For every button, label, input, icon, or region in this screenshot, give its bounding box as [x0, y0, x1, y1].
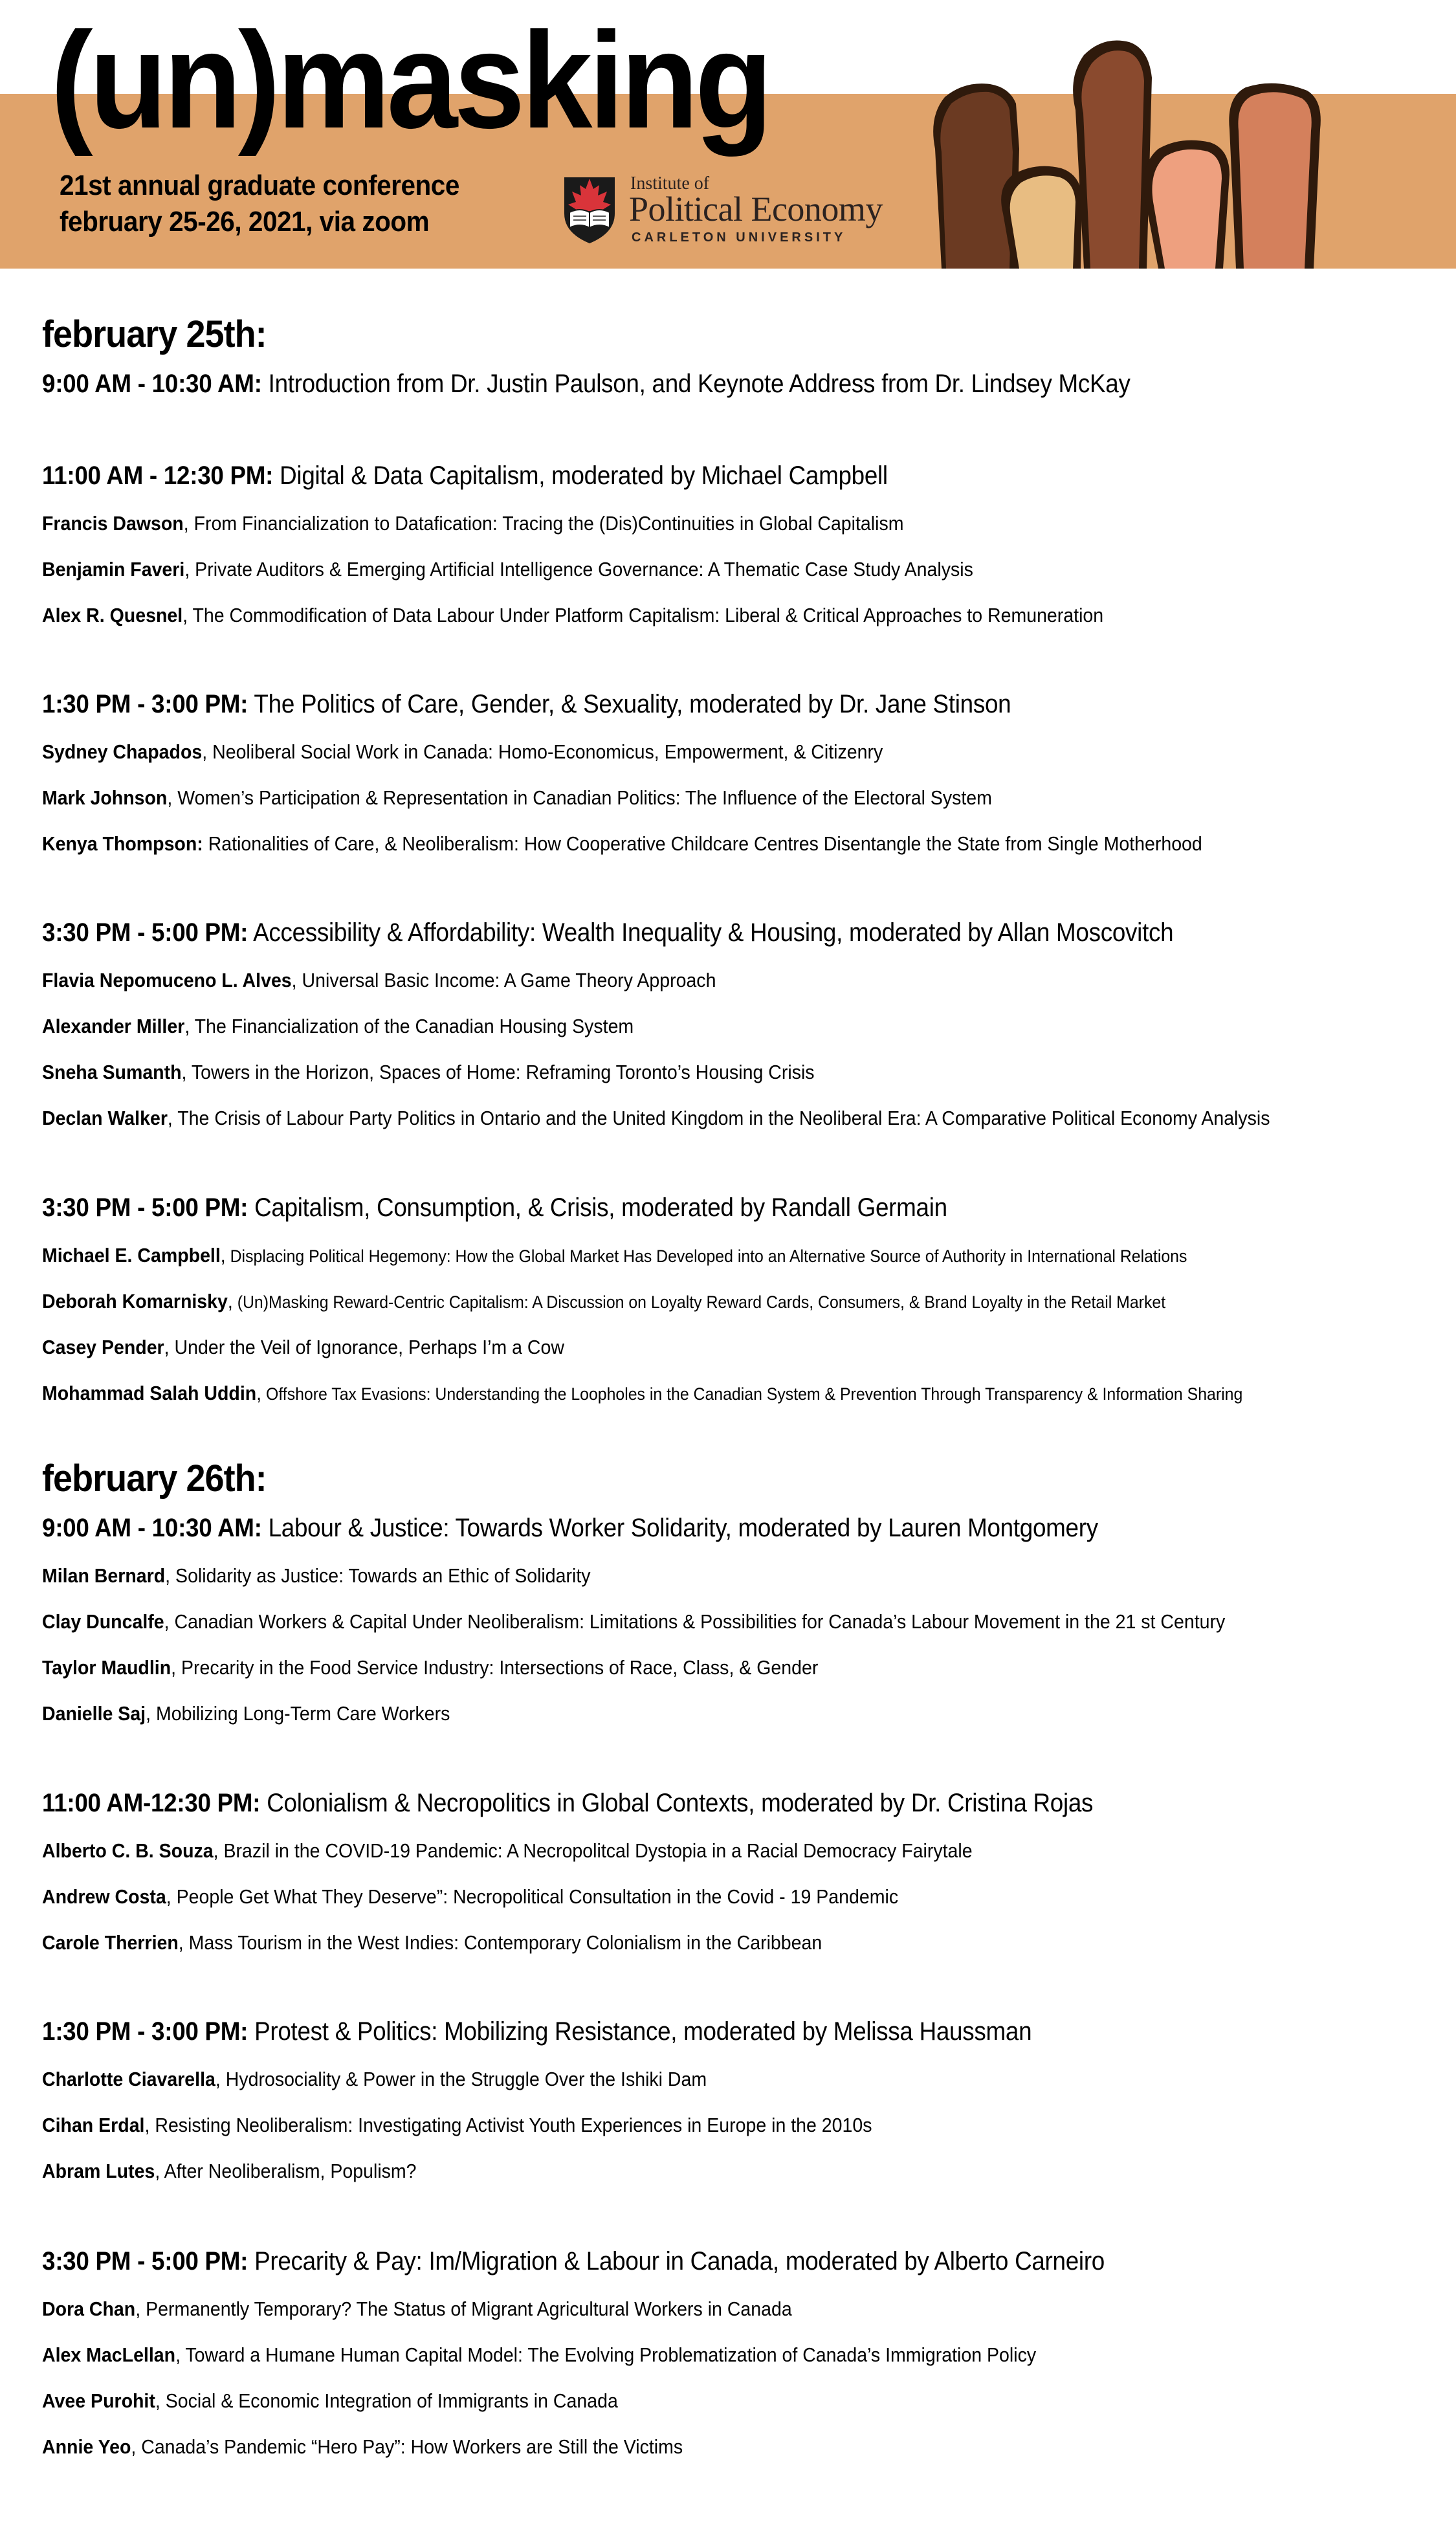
conference-dates: february 25-26, 2021, via zoom [60, 206, 430, 238]
paper-item [42, 558, 973, 581]
presenter-name: Avee Purohit [42, 2389, 155, 2412]
separator: , [144, 2114, 150, 2136]
separator: , [135, 2297, 141, 2320]
presenter-name: Cihan Erdal [42, 2114, 145, 2136]
session-title: Accessibility & Affordability: Wealth Inequality & Housing, moderated by Allan Moscovitch [248, 918, 1174, 947]
paper-item [42, 1015, 634, 1038]
paper-item [42, 969, 716, 992]
paper-item [42, 1382, 1242, 1405]
paper-title: Rationalities of Care, & Neoliberalism: How Cooperative Childcare Centres Disentangle the State from Single Motherhood [203, 832, 1202, 855]
paper-item [42, 2297, 792, 2321]
maple-leaf-book-shield-icon [562, 173, 617, 245]
separator: , [164, 1610, 170, 1633]
paper-item [42, 1564, 591, 1588]
fist-4 [1144, 140, 1230, 269]
logo-line-carleton: CARLETON UNIVERSITY [632, 230, 846, 245]
separator: , [155, 2389, 160, 2412]
presenter-name: Milan Bernard [42, 1564, 166, 1587]
separator: , [155, 2160, 160, 2182]
separator: , [227, 1290, 233, 1312]
presenter-name: Flavia Nepomuceno L. Alves [42, 969, 292, 991]
session-time: 1:30 PM - 3:00 PM: [42, 2017, 248, 2046]
paper-item [42, 2343, 1036, 2367]
fist-5 [1229, 83, 1321, 269]
fist-3 [1073, 41, 1152, 269]
session-header [42, 690, 1011, 719]
separator: , [256, 1382, 262, 1404]
paper-title: Women’s Participation & Representation in Canadian Politics: The Influence of the Electoral System [172, 786, 992, 809]
day-heading: february 26th: [42, 1457, 267, 1500]
paper-item [42, 1885, 898, 1909]
presenter-name: Kenya Thompson: [42, 832, 203, 855]
paper-title: Private Auditors & Emerging Artificial Intelligence Governance: A Thematic Case Study Analysis [190, 558, 973, 581]
presenter-name: Abram Lutes [42, 2160, 155, 2182]
paper-title: Canada’s Pandemic “Hero Pay”: How Workers are Still the Victims [136, 2435, 683, 2458]
paper-title: Precarity in the Food Service Industry: Intersections of Race, Class, & Gender [176, 1656, 819, 1679]
paper-item [42, 1839, 973, 1863]
paper-item [42, 2160, 417, 2183]
presenter-name: Alexander Miller [42, 1015, 185, 1037]
paper-title: Brazil in the COVID-19 Pandemic: A Necropolitcal Dystopia in a Racial Democracy Fairytale [218, 1839, 973, 1862]
paper-title: From Financialization to Datafication: Tracing the (Dis)Continuities in Global Capitalism [188, 512, 904, 535]
session-time: 1:30 PM - 3:00 PM: [42, 690, 248, 718]
paper-title: Mobilizing Long-Term Care Workers [151, 1702, 450, 1725]
session-time: 3:30 PM - 5:00 PM: [42, 918, 248, 947]
presenter-name: Alex MacLellan [42, 2343, 176, 2366]
separator: , [131, 2435, 137, 2458]
separator: , [171, 1656, 177, 1679]
session-time: 3:30 PM - 5:00 PM: [42, 1193, 248, 1222]
separator: , [215, 2068, 221, 2090]
session-title: Labour & Justice: Towards Worker Solidarity, moderated by Lauren Montgomery [261, 1514, 1098, 1542]
paper-title: Hydrosociality & Power in the Struggle Over the Ishiki Dam [220, 2068, 707, 2090]
presenter-name: Mohammad Salah Uddin [42, 1382, 257, 1404]
paper-item [42, 1656, 818, 1679]
session-title: Colonialism & Necropolitics in Global Contexts, moderated by Dr. Cristina Rojas [260, 1789, 1094, 1817]
paper-title: Mass Tourism in the West Indies: Contemporary Colonialism in the Caribbean [183, 1931, 822, 1954]
session-time: 9:00 AM - 10:30 AM: [42, 1514, 262, 1542]
presenter-name: Dora Chan [42, 2297, 136, 2320]
paper-item [42, 2389, 618, 2413]
paper-item [42, 1290, 1165, 1313]
presenter-name: Sneha Sumanth [42, 1061, 182, 1083]
paper-item [42, 1610, 1225, 1633]
separator: , [167, 1107, 173, 1129]
paper-title: Permanently Temporary? The Status of Migrant Agricultural Workers in Canada [140, 2297, 792, 2320]
paper-title: The Crisis of Labour Party Politics in Ontario and the United Kingdom in the Neoliberal Era: A Comparative Political Economy Analysis [172, 1107, 1270, 1129]
presenter-name: Danielle Saj [42, 1702, 146, 1725]
session-title: The Politics of Care, Gender, & Sexuality, moderated by Dr. Jane Stinson [248, 690, 1011, 718]
logo-line-political-economy: Political Economy [629, 190, 883, 228]
paper-title: Solidarity as Justice: Towards an Ethic of Solidarity [170, 1564, 591, 1587]
presenter-name: Alex R. Quesnel [42, 604, 183, 626]
paper-title: Neoliberal Social Work in Canada: Homo-Economicus, Empowerment, & Citizenry [207, 740, 883, 763]
separator: , [202, 740, 208, 763]
paper-item [42, 604, 1103, 627]
session-header [42, 1514, 1098, 1543]
paper-item [42, 1702, 450, 1725]
paper-title: Displacing Political Hegemony: How the Global Market Has Developed into an Alternative Source of Authority in International Relations [225, 1246, 1187, 1266]
paper-item [42, 786, 992, 810]
separator: , [164, 1336, 170, 1358]
presenter-name: Sydney Chapados [42, 740, 203, 763]
paper-item [42, 2068, 707, 2091]
presenter-name: Francis Dawson [42, 512, 184, 535]
separator: , [220, 1244, 226, 1267]
paper-title: Resisting Neoliberalism: Investigating Activist Youth Experiences in Europe in the 2010s [149, 2114, 872, 2136]
institute-logo [562, 173, 924, 251]
session-title: Digital & Data Capitalism, moderated by Michael Campbell [273, 461, 888, 490]
presenter-name: Clay Duncalfe [42, 1610, 164, 1633]
session-header [42, 1193, 947, 1223]
paper-title: People Get What They Deserve”: Necropolitical Consultation in the Covid - 19 Pandemic [171, 1885, 899, 1908]
separator: , [178, 1931, 184, 1954]
presenter-name: Taylor Maudlin [42, 1656, 171, 1679]
paper-item [42, 1336, 564, 1359]
separator: , [182, 604, 188, 626]
fist-1 [933, 83, 1019, 269]
paper-title: Canadian Workers & Capital Under Neoliberalism: Limitations & Possibilities for Canada’s Labour Movement in the 21 st Century [169, 1610, 1226, 1633]
paper-title: Towers in the Horizon, Spaces of Home: Reframing Toronto’s Housing Crisis [186, 1061, 815, 1083]
paper-item [42, 1061, 815, 1084]
paper-item [42, 512, 903, 535]
session-time: 9:00 AM - 10:30 AM: [42, 370, 262, 398]
presenter-name: Casey Pender [42, 1336, 164, 1358]
paper-item [42, 1107, 1270, 1130]
conference-subtitle: 21st annual graduate conference [60, 170, 459, 201]
session-title: Protest & Politics: Mobilizing Resistance, moderated by Melissa Haussman [248, 2017, 1032, 2046]
session-header [42, 461, 888, 491]
separator: , [146, 1702, 151, 1725]
session-title: Precarity & Pay: Im/Migration & Labour in Canada, moderated by Alberto Carneiro [248, 2247, 1105, 2275]
paper-title: The Commodification of Data Labour Under Platform Capitalism: Liberal & Critical Approaches to Remuneration [188, 604, 1104, 626]
conference-banner [0, 0, 1456, 269]
separator: , [183, 512, 189, 535]
fist-2 [1001, 166, 1082, 269]
paper-item [42, 1931, 822, 1954]
presenter-name: Annie Yeo [42, 2435, 131, 2458]
paper-title: Offshore Tax Evasions: Understanding the Loopholes in the Canadian System & Prevention Through Transparency & Information Sharing [261, 1384, 1243, 1404]
paper-item [42, 1244, 1187, 1267]
separator: , [175, 2343, 181, 2366]
session-time: 3:30 PM - 5:00 PM: [42, 2247, 248, 2275]
session-time: 11:00 AM-12:30 PM: [42, 1789, 261, 1817]
paper-item [42, 832, 1202, 856]
session-header [42, 1789, 1093, 1818]
separator: , [181, 1061, 187, 1083]
paper-title: Under the Veil of Ignorance, Perhaps I’m a Cow [169, 1336, 564, 1358]
presenter-name: Carole Therrien [42, 1931, 179, 1954]
presenter-name: Charlotte Ciavarella [42, 2068, 215, 2090]
presenter-name: Alberto C. B. Souza [42, 1839, 214, 1862]
separator: , [165, 1564, 171, 1587]
paper-title: Toward a Humane Human Capital Model: The Evolving Problematization of Canada’s Immigration Policy [181, 2343, 1037, 2366]
paper-title: Social & Economic Integration of Immigrants in Canada [160, 2389, 618, 2412]
paper-item [42, 2435, 683, 2459]
separator: , [184, 1015, 190, 1037]
session-header [42, 370, 1131, 399]
presenter-name: Deborah Komarnisky [42, 1290, 228, 1312]
paper-item [42, 2114, 872, 2137]
session-title: Introduction from Dr. Justin Paulson, and Keynote Address from Dr. Lindsey McKay [261, 370, 1131, 398]
paper-title: After Neoliberalism, Populism? [160, 2160, 417, 2182]
separator: , [167, 786, 173, 809]
session-header [42, 918, 1173, 947]
raised-fists-icon [906, 19, 1456, 269]
day-heading: february 25th: [42, 313, 267, 355]
session-time: 11:00 AM - 12:30 PM: [42, 461, 274, 490]
session-header [42, 2247, 1105, 2276]
logo-line-institute: Institute of [630, 173, 710, 194]
separator: , [291, 969, 297, 991]
session-title: Capitalism, Consumption, & Crisis, moderated by Randall Germain [248, 1193, 947, 1222]
presenter-name: Andrew Costa [42, 1885, 166, 1908]
separator: , [184, 558, 190, 581]
presenter-name: Michael E. Campbell [42, 1244, 221, 1267]
conference-title: (un)masking [50, 3, 769, 157]
presenter-name: Declan Walker [42, 1107, 168, 1129]
separator: , [166, 1885, 171, 1908]
paper-item [42, 740, 883, 764]
paper-title: (Un)Masking Reward-Centric Capitalism: A Discussion on Loyalty Reward Cards, Consumers, & Brand Loyalty in the Retail Market [232, 1292, 1166, 1312]
presenter-name: Benjamin Faveri [42, 558, 185, 581]
paper-title: Universal Basic Income: A Game Theory Approach [296, 969, 716, 991]
separator: , [213, 1839, 219, 1862]
paper-title: The Financialization of the Canadian Housing System [190, 1015, 634, 1037]
presenter-name: Mark Johnson [42, 786, 168, 809]
session-header [42, 2017, 1031, 2046]
